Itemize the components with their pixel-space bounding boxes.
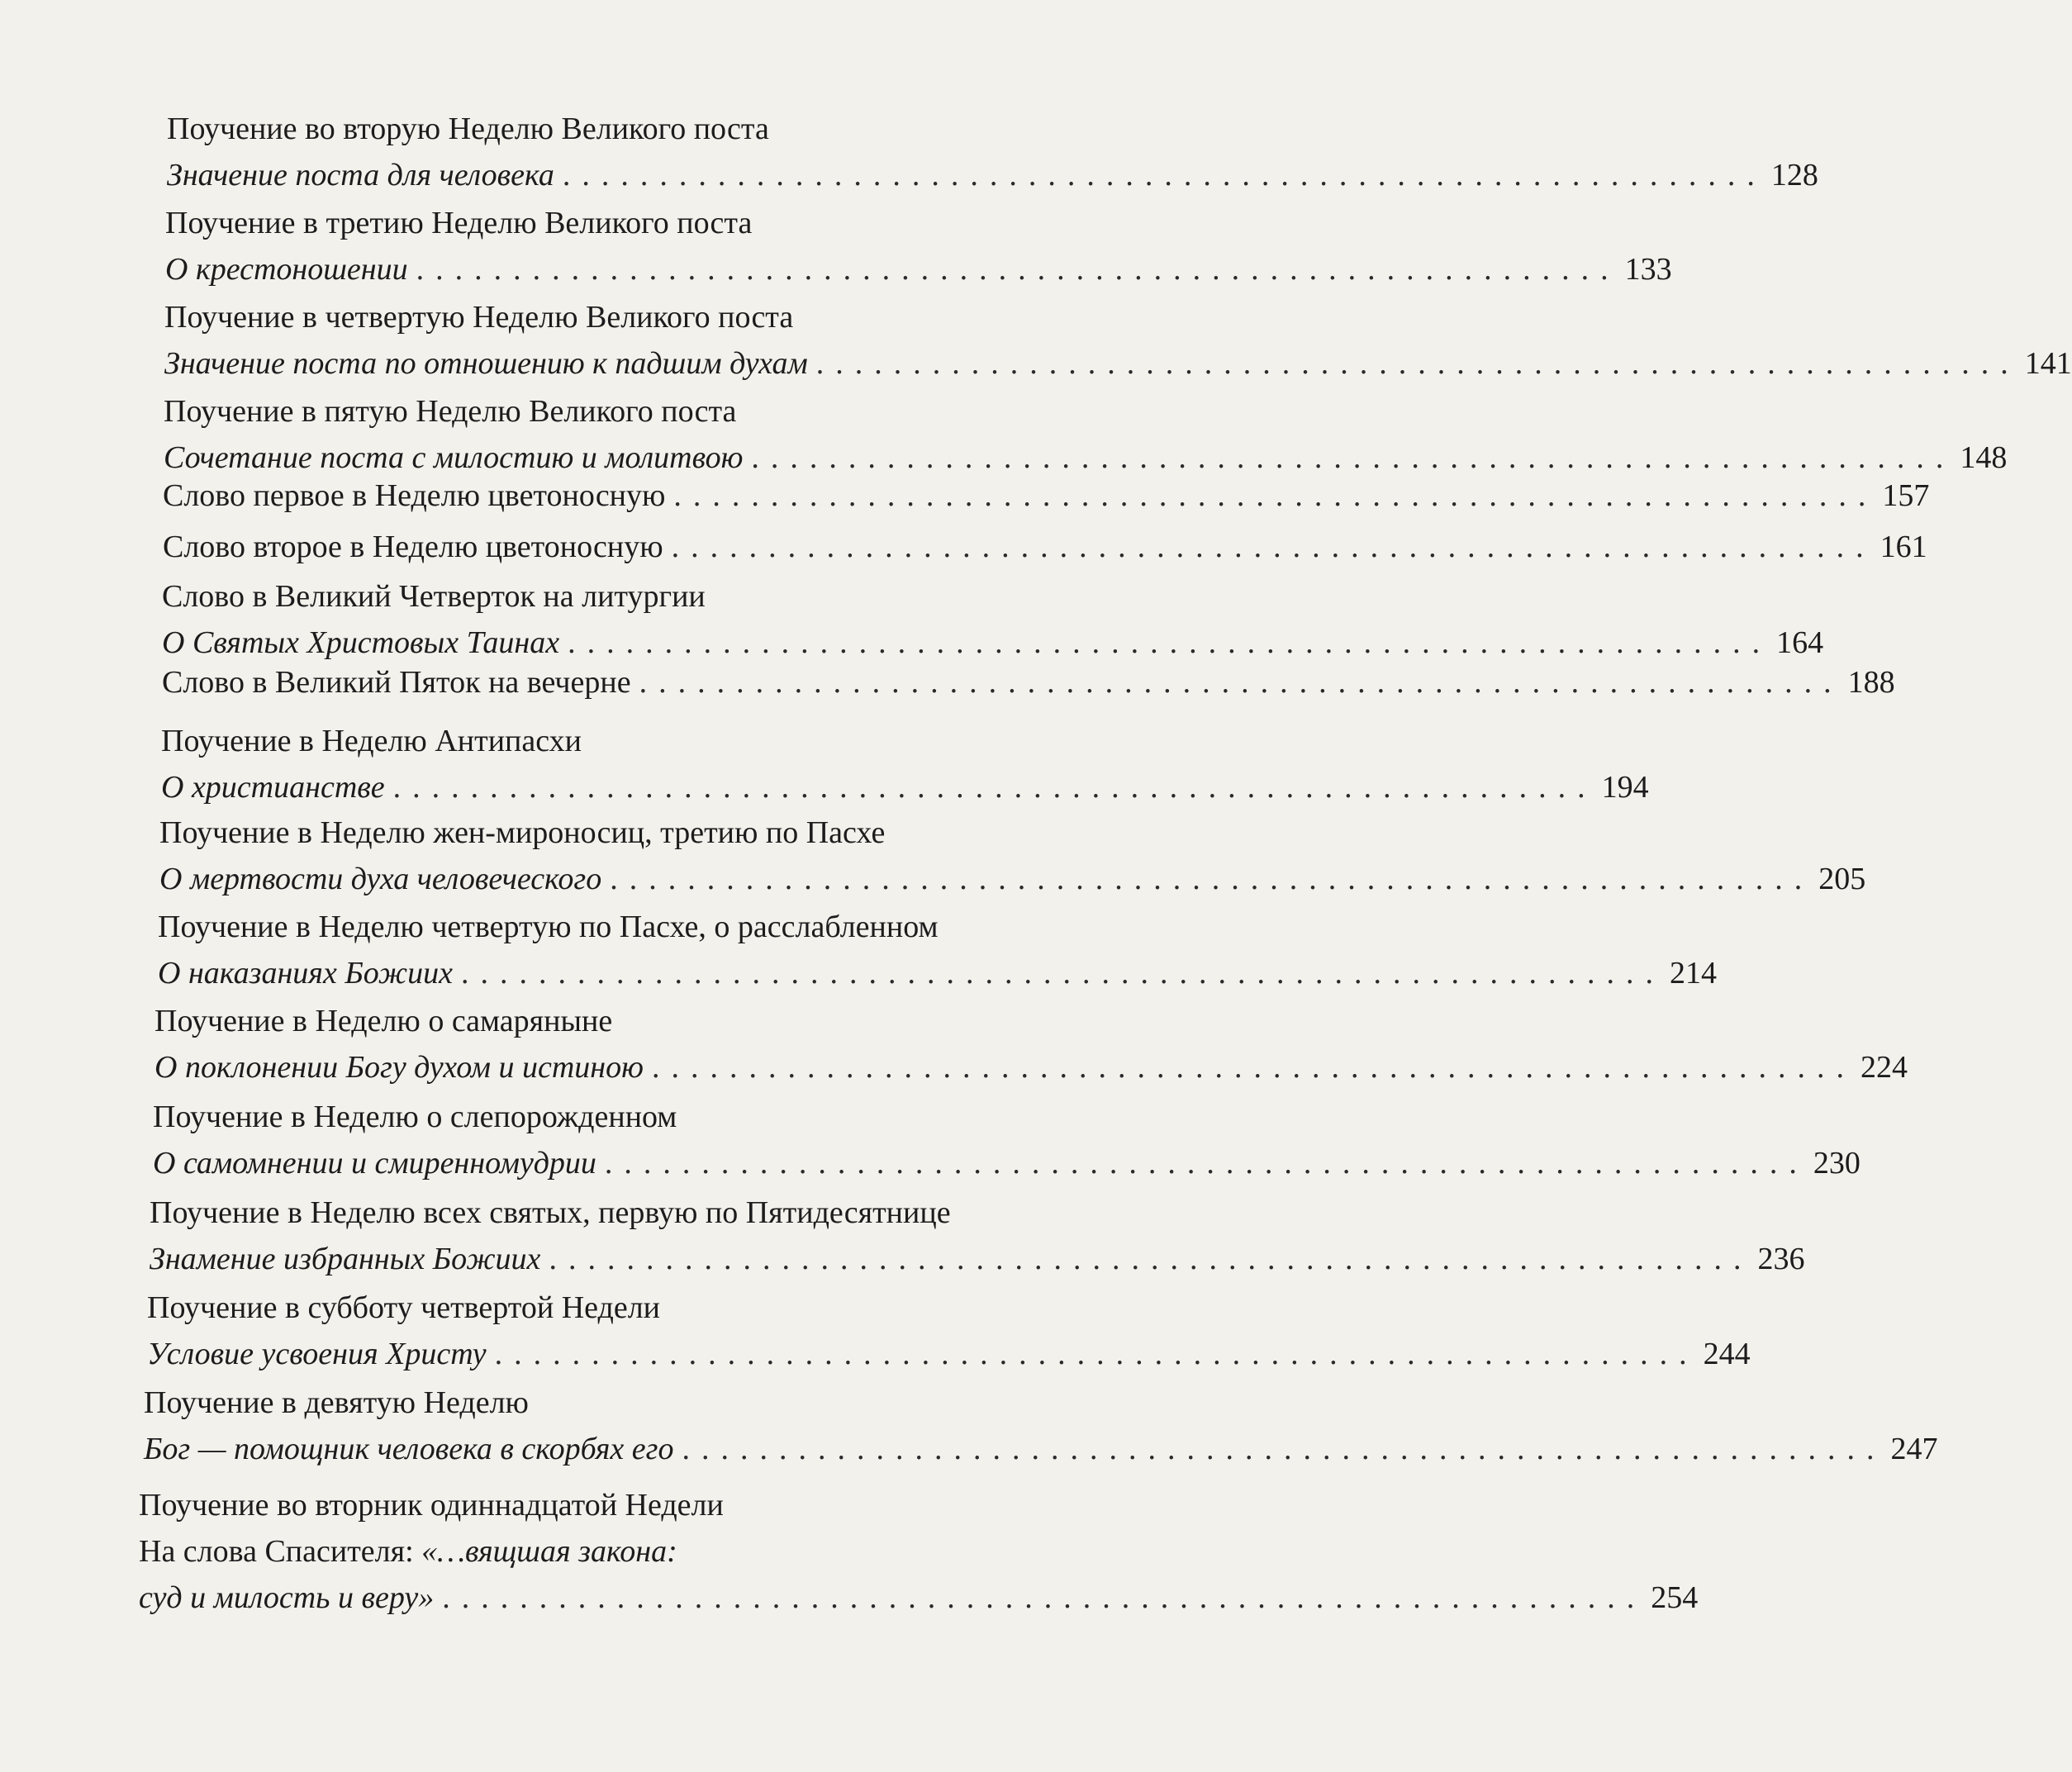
entry-subtitle-row [159, 856, 1866, 902]
entry-title: Слово в Великий Пяток на вечерне [162, 665, 631, 700]
page-number: 157 [1882, 478, 1930, 513]
entry-subtitle: О христианстве [161, 770, 385, 805]
page-number: 205 [1818, 862, 1866, 896]
leader-dots: .............................................................. [416, 252, 1620, 287]
entry-subtitle-row [154, 1044, 1908, 1090]
entry-title: Слово первое в Неделю цветоносную [163, 478, 666, 513]
entry-subtitle-row [167, 152, 1818, 198]
entry-subtitle: О самомнении и смиренномудрии [153, 1146, 596, 1181]
leader-dots: .............................................................. [682, 1432, 1886, 1466]
leader-dots: .............................................................. [604, 1146, 1808, 1181]
entry-title: Поучение в Неделю жен-мироносиц, третию по Пасхе [159, 815, 886, 850]
toc-entry [158, 904, 1718, 996]
entry-subtitle-prefix: На слова Спасителя: [139, 1534, 422, 1569]
entry-subtitle-row [153, 1140, 1861, 1186]
entry-subtitle-line [139, 1528, 1206, 1575]
entry-subtitle-row [165, 246, 1672, 292]
page-number: 133 [1624, 252, 1672, 287]
entry-title: Поучение в девятую Неделю [144, 1385, 529, 1420]
toc-entry [164, 294, 2072, 387]
toc-entry [139, 1482, 1699, 1621]
leader-dots: .............................................................. [673, 478, 1878, 513]
toc-entry [162, 659, 1895, 705]
toc-entry [167, 106, 1818, 198]
entry-subtitle: О мертвости духа человеческого [159, 862, 602, 896]
entry-subtitle-row [150, 1236, 1805, 1282]
entry-title: Поучение в третию Неделю Великого поста [165, 206, 753, 240]
entry-title: Поучение во вторник одиннадцатой Недели [139, 1488, 724, 1523]
entry-subtitle: «…вящшая закона: [421, 1534, 677, 1569]
entry-title: Слово в Великий Четверток на литургии [162, 579, 706, 614]
leader-dots: .............................................................. [568, 625, 1772, 660]
toc-entry [150, 1190, 1805, 1282]
entry-title: Поучение в четвертую Неделю Великого поста [164, 300, 794, 335]
entry-title: Поучение в Неделю Антипасхи [161, 724, 582, 758]
toc-entry [162, 573, 1824, 666]
page-number: 128 [1770, 158, 1818, 192]
page-number: 244 [1703, 1337, 1751, 1371]
entry-title: Поучение в Неделю о самаряныне [154, 1004, 613, 1038]
entry-title-row [162, 659, 1895, 705]
entry-subtitle-row [164, 340, 2072, 387]
entry-subtitle-row [161, 764, 1649, 810]
entry-subtitle-row [158, 950, 1718, 996]
entry-title: Поучение в субботу четвертой Недели [147, 1290, 661, 1325]
entry-subtitle: Сочетание поста с милостию и молитвою [164, 440, 744, 475]
page-number: 247 [1890, 1432, 1938, 1466]
entry-subtitle-row [147, 1331, 1751, 1377]
entry-title: Поучение в Неделю о слепорожденном [153, 1100, 677, 1134]
toc-entry [159, 810, 1866, 902]
entry-subtitle: О крестоношении [165, 252, 408, 287]
entry-title: Поучение в Неделю четвертую по Пасхе, о расслабленном [158, 910, 939, 944]
entry-subtitle-continuation: суд и милость и веру» [139, 1580, 435, 1615]
entry-subtitle: Знамение избранных Божиих [150, 1242, 541, 1276]
leader-dots: .............................................................. [610, 862, 1814, 896]
page-number: 224 [1860, 1050, 1908, 1085]
toc-entry [144, 1380, 1938, 1472]
toc-entry [161, 718, 1649, 810]
leader-dots: .............................................................. [751, 440, 1956, 475]
page-number: 188 [1847, 665, 1895, 700]
toc-entry [163, 524, 1927, 570]
entry-title-row [163, 473, 1930, 519]
toc-entry [154, 998, 1908, 1090]
entry-subtitle: О Святых Христовых Таинах [162, 625, 560, 660]
entry-title: Поучение в пятую Неделю Великого поста [164, 394, 737, 429]
leader-dots: .............................................................. [494, 1337, 1699, 1371]
leader-dots: .............................................................. [461, 956, 1666, 991]
entry-subtitle: Бог — помощник человека в скорбях его [144, 1432, 674, 1466]
page-number: 148 [1960, 440, 2008, 475]
page-number: 214 [1670, 956, 1718, 991]
leader-dots: .............................................................. [392, 770, 1597, 805]
toc-entry [163, 473, 1930, 519]
entry-subtitle-row [139, 1575, 1699, 1621]
entry-title: Поучение в Неделю всех святых, первую по Пятидесятнице [150, 1195, 951, 1230]
entry-title: Поучение во вторую Неделю Великого поста [167, 112, 769, 146]
page-number: 194 [1601, 770, 1649, 805]
entry-subtitle: О поклонении Богу духом и истиною [154, 1050, 644, 1085]
page-number: 254 [1651, 1580, 1699, 1615]
toc-entry [147, 1285, 1751, 1377]
leader-dots: .............................................................. [651, 1050, 1856, 1085]
entry-subtitle: Условие усвоения Христу [147, 1337, 487, 1371]
leader-dots: .............................................................. [549, 1242, 1753, 1276]
entry-subtitle: О наказаниях Божиих [158, 956, 454, 991]
leader-dots: .............................................................. [815, 346, 2020, 381]
entry-title-row [163, 524, 1927, 570]
toc-entry [153, 1094, 1861, 1186]
leader-dots: .............................................................. [639, 665, 1843, 700]
page-number: 164 [1776, 625, 1824, 660]
page-number: 236 [1757, 1242, 1805, 1276]
entry-subtitle: Значение поста по отношению к падшим духам [164, 346, 808, 381]
entry-subtitle: Значение поста для человека [167, 158, 554, 192]
entry-subtitle-row [144, 1426, 1938, 1472]
leader-dots: .............................................................. [562, 158, 1766, 192]
page-number: 161 [1880, 530, 1927, 564]
page-number: 141 [2024, 346, 2072, 381]
toc-entry [165, 200, 1672, 292]
leader-dots: .............................................................. [671, 530, 1875, 564]
leader-dots: .............................................................. [442, 1580, 1647, 1615]
toc-entry [164, 388, 2008, 481]
page-number: 230 [1813, 1146, 1861, 1181]
entry-title: Слово второе в Неделю цветоносную [163, 530, 663, 564]
